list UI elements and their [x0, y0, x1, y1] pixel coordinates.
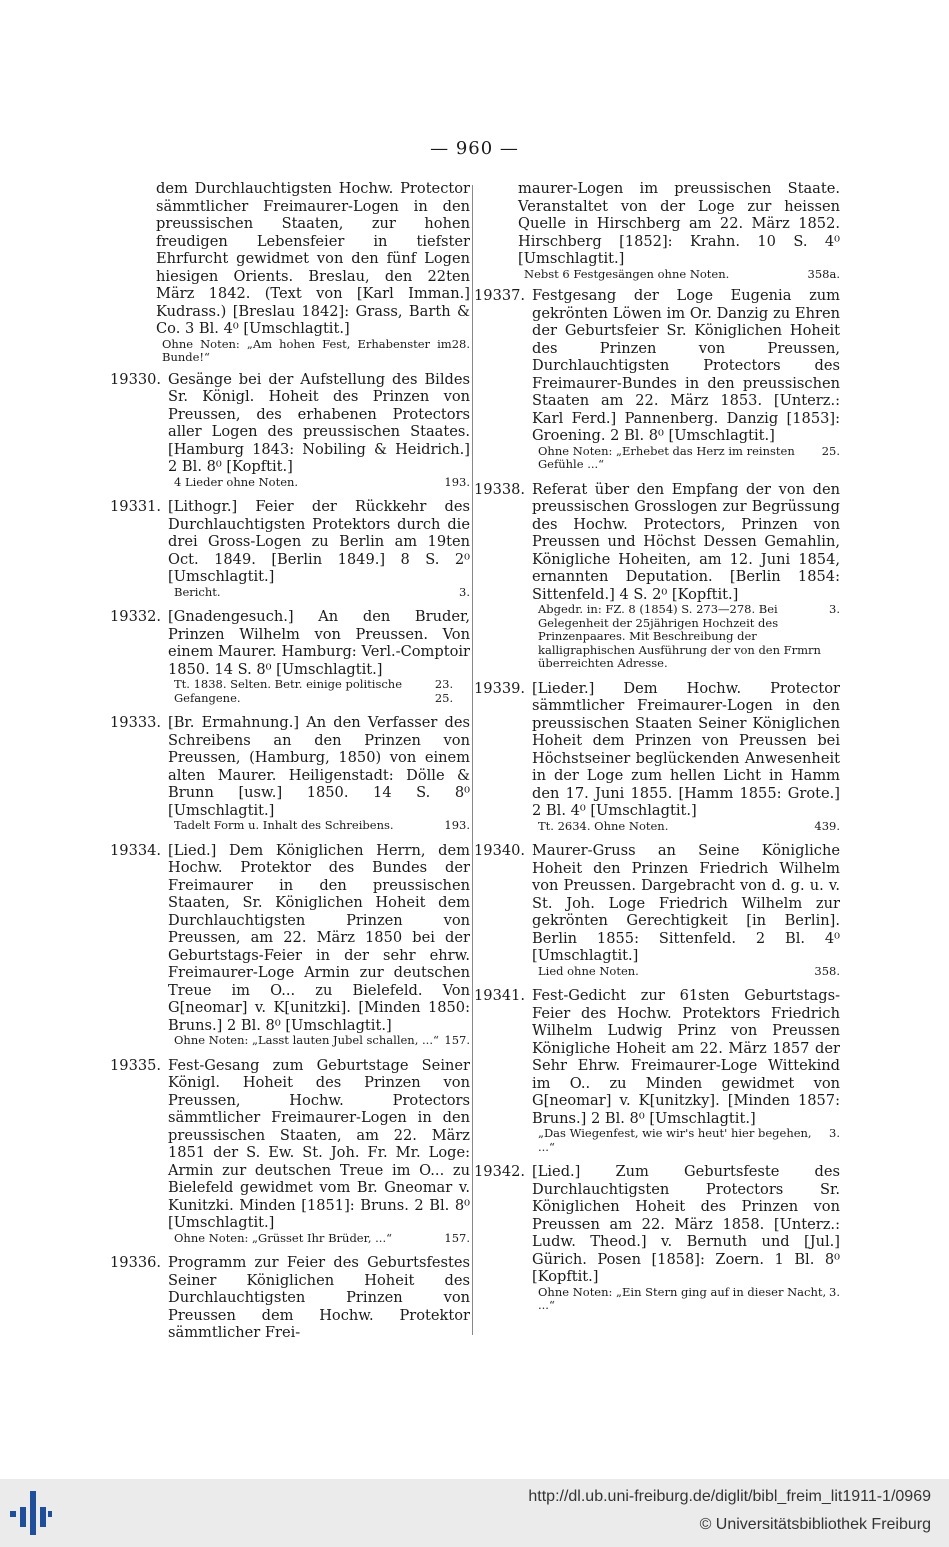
- entry-number: 19330.: [110, 370, 162, 388]
- entry-note: Ohne Noten: „Ein Stern ging auf in dieser Nacht, ...“: [538, 1284, 827, 1312]
- bibliography-entry: [474, 987, 840, 1154]
- bibliography-entry: [474, 842, 840, 978]
- entry-note-row: [168, 1232, 470, 1246]
- bibliography-entry: [474, 287, 840, 472]
- right-entry-list: [474, 287, 840, 1313]
- entry-ref: 3.: [459, 584, 470, 599]
- left-entry-list: [110, 371, 470, 1342]
- entry-body: dem Durchlauchtigsten Hochw. Protector sämmtlicher Freimaurer-Logen in den preussischen Staaten, zur hohen freudigen Lebensfeier in tiefster Ehrfurcht gewidmet von den fünf Logen hiesigen Orients. Breslau, den 22ten März 1842. (Text von [Karl Imman.] Kudrass.) [Breslau 1842]: Grass, Barth & Co. 3 Bl. 4⁰ [Umschlagtit.]: [156, 180, 470, 337]
- bibliography-entry: [110, 1057, 470, 1246]
- entry-ref: 157.: [444, 1033, 470, 1047]
- entry-note-row: [168, 819, 470, 833]
- source-url-link[interactable]: http://dl.ub.uni-freiburg.de/diglit/bibl_freim_lit1911-1/0969: [528, 1488, 931, 1505]
- bibliography-entry: [110, 1254, 470, 1342]
- column-divider: [472, 185, 473, 1335]
- entry-number: 19342.: [474, 1163, 526, 1180]
- entry-note: Nebst 6 Festgesängen ohne Noten.: [524, 266, 730, 281]
- entry-ref: 193.: [444, 818, 470, 832]
- entry-ref: 358.: [814, 963, 840, 978]
- bibliography-entry: [474, 481, 840, 671]
- bibliography-entry: [110, 842, 470, 1048]
- entry-ref: 3.: [829, 602, 840, 616]
- entry-note: Lied ohne Noten.: [538, 963, 639, 978]
- entry-ref: 358a.: [807, 266, 840, 281]
- entry-number: 19336.: [110, 1254, 162, 1271]
- entry-note-row: [156, 338, 470, 365]
- entry-ref: 3.: [829, 1284, 840, 1299]
- continuation-entry: [110, 180, 470, 365]
- entry-note: Ohne Noten: „Grüsset Ihr Brüder, ...“: [174, 1230, 393, 1245]
- continuation-entry: [474, 180, 840, 281]
- entry-number: 19334.: [110, 841, 162, 859]
- entry-number: 19339.: [474, 679, 526, 697]
- bibliography-entry: [110, 498, 470, 599]
- entry-note: Ohne Noten: „Erhebet das Herz im reinsten Gefühle ...“: [538, 443, 795, 471]
- entry-ref: 23. 25.: [434, 677, 454, 705]
- entry-number: 19333.: [110, 714, 162, 731]
- entry-note: Tt. 2634. Ohne Noten.: [538, 818, 669, 833]
- entry-note-row: [532, 965, 840, 979]
- entry-number: 19335.: [110, 1056, 162, 1074]
- entry-note-row: [532, 603, 840, 671]
- entry-body: [Lithogr.] Feier der Rückkehr des Durchlauchtigsten Protektors durch die drei Gross-Logen zu Berlin am 19ten Oct. 1849. [Berlin 1849.] 8 S. 2⁰ [Umschlagtit.]: [168, 498, 470, 585]
- ub-freiburg-logo-icon: [10, 1489, 52, 1537]
- bibliography-entry: [110, 371, 470, 490]
- entry-body: Festgesang der Loge Eugenia zum gekrönten Löwen im Or. Danzig zu Ehren der Geburtsfeier Sr. Königlichen Hoheit des Prinzen von Preussen, Durchlauchtigsten Protectors des Freimaurer-Bundes in den preussischen Staaten am 22. März 1853. [Unterz.: Karl Ferd.] Pannenberg. Danzig [1853]: Groening. 2 Bl. 8⁰ [Umschlagtit.]: [532, 287, 840, 444]
- entry-body: Gesänge bei der Aufstellung des Bildes Sr. Königl. Hoheit des Prinzen von Preussen, des erhabenen Protectors aller Logen des preussischen Staates. [Hamburg 1843: Nobiling & Heidrich.] 2 Bl. 8⁰ [Kopftit.]: [168, 370, 470, 475]
- entry-note-row: [168, 678, 470, 705]
- entry-note: 4 Lieder ohne Noten.: [174, 474, 299, 489]
- entry-note-row: [518, 268, 840, 282]
- entry-number: 19331.: [110, 498, 162, 515]
- entry-body: Fest-Gedicht zur 61sten Geburtstags-Feier des Hochw. Protektors Friedrich Wilhelm Ludwig Prinz von Preussen Königliche Hoheit am 22. März 1857 der Sehr Ehrw. Freimaurer-Loge Wittekind im O.. zu Minden gewidmet von G[neomar] v. K[unitzky]. [Minden 1857: Bruns.] 2 Bl. 8⁰ [Umschlagtit.]: [532, 987, 840, 1127]
- page-number: — 960 —: [430, 138, 519, 159]
- entry-note: Bericht.: [174, 584, 221, 599]
- entry-body: [Lied.] Dem Königlichen Herrn, dem Hochw. Protektor des Bundes der Freimaurer in den preussischen Staaten, Sr. Königlichen Hoheit dem Durchlauchtigsten Prinzen von Preussen, am 22. März 1850 bei der Geburtstags-Feier in der sehr ehrw. Freimaurer-Loge Armin zur deutschen Treue im O... zu Bielefeld. Von G[neomar] v. K[unitzki]. [Minden 1850: Bruns.] 2 Bl. 8⁰ [Umschlagtit.]: [168, 841, 470, 1034]
- entry-note-row: [532, 1127, 840, 1154]
- footer-bar: [0, 1479, 949, 1547]
- entry-note: Abgedr. in: FZ. 8 (1854) S. 273—278. Bei Gelegenheit der 25jährigen Hochzeit des Prinzenpaares. Mit Beschreibung der kalligraphischen Ausführung der von den Frmrn überreichten Adresse.: [538, 602, 821, 670]
- entry-ref: 25.: [821, 443, 840, 458]
- entry-ref: 157.: [444, 1230, 470, 1245]
- entry-body: [Lieder.] Dem Hochw. Protector sämmtlicher Freimaurer-Logen in den preussischen Staaten Seiner Königlichen Hoheit dem Prinzen von Preussen bei Höchstseiner beglückenden Anwesenheit in der Loge zum hellen Licht in Hamm den 17. Juni 1855. [Hamm 1855: Grote.] 2 Bl. 4⁰ [Umschlagtit.]: [532, 679, 840, 819]
- bibliography-entry: [474, 1163, 840, 1313]
- entry-note-row: [532, 820, 840, 834]
- entry-note: Tt. 1838. Selten. Betr. einige politische Gefangene.: [174, 677, 402, 705]
- entry-body: maurer-Logen im preussischen Staate. Veranstaltet von der Loge zur heissen Quelle in Hirschberg am 22. März 1852. Hirschberg [1852]: Krahn. 10 S. 4⁰ [Umschlagtit.]: [518, 180, 840, 267]
- entry-number: 19340.: [474, 842, 526, 859]
- entry-note-row: [532, 445, 840, 472]
- entry-body: [Lied.] Zum Geburtsfeste des Durchlauchtigsten Protectors Sr. Königlichen Hoheit des Prinzen von Preussen am 22. März 1858. [Unterz.: Ludw. Theod.] v. Bernuth und [Jul.] Gürich. Posen [1858]: Zoern. 1 Bl. 8⁰ [Kopftit.]: [532, 1163, 840, 1285]
- copyright-text: © Universitätsbibliothek Freiburg: [699, 1516, 931, 1533]
- entry-note: „Das Wiegenfest, wie wir's heut' hier begehen, ...“: [538, 1126, 812, 1154]
- entry-note-row: [532, 1286, 840, 1313]
- entry-note-row: [168, 476, 470, 490]
- entry-ref: 28.: [451, 336, 470, 351]
- entry-ref: 193.: [444, 474, 470, 489]
- entry-note: Ohne Noten: „Am hohen Fest, Erhabenster im Bunde!“: [162, 336, 452, 364]
- entry-body: Programm zur Feier des Geburtsfestes Seiner Königlichen Hoheit des Durchlauchtigsten Prinzen von Preussen dem Hochw. Protektor sämmtlicher Frei-: [168, 1254, 470, 1341]
- entry-body: Fest-Gesang zum Geburtstage Seiner Königl. Hoheit des Prinzen von Preussen, Hochw. Protectors sämmtlicher Freimaurer-Logen in den preussischen Staaten, am 22. März 1851 der S. Ew. St. Joh. Fr. Mr. Loge: Armin zur deutschen Treue im O... zu Bielefeld gewidmet vom Br. Gneomar v. Kunitzki. Minden [1851]: Bruns. 2 Bl. 8⁰ [Umschlagtit.]: [168, 1056, 470, 1231]
- entry-number: 19341.: [474, 987, 526, 1004]
- bibliography-entry: [110, 714, 470, 833]
- bibliography-entry: [110, 608, 470, 705]
- entry-number: 19337.: [474, 287, 526, 304]
- entry-body: Maurer-Gruss an Seine Königliche Hoheit den Prinzen Friedrich Wilhelm von Preussen. Dargebracht von d. g. u. v. St. Joh. Loge Friedrich Wilhelm zur gekrönten Gerechtigkeit [in Berlin]. Berlin 1855: Sittenfeld. 2 Bl. 4⁰ [Umschlagtit.]: [532, 842, 840, 964]
- entry-body: [Gnadengesuch.] An den Bruder, Prinzen Wilhelm von Preussen. Von einem Maurer. Hamburg: Verl.-Comptoir 1850. 14 S. 8⁰ [Umschlagtit.]: [168, 608, 470, 678]
- entry-number: 19332.: [110, 608, 162, 625]
- entry-number: 19338.: [474, 480, 526, 498]
- bibliography-entry: [474, 680, 840, 834]
- entry-note-row: [168, 1034, 470, 1048]
- entry-body: [Br. Ermahnung.] An den Verfasser des Schreibens an den Prinzen von Preussen, (Hamburg, 1850) von einem alten Maurer. Heiligenstadt: Dölle & Brunn [usw.] 1850. 14 S. 8⁰ [Umschlagtit.]: [168, 714, 470, 819]
- entry-note: Ohne Noten: „Lasst lauten Jubel schallen, ...“: [174, 1033, 439, 1047]
- entry-note: Tadelt Form u. Inhalt des Schreibens.: [174, 818, 394, 832]
- entry-body: Referat über den Empfang der von den preussischen Grosslogen zur Begrüssung des Hochw. Protectors, Prinzen von Preussen und Höchst Dessen Gemahlin, Königliche Hoheiten, am 12. Juni 1854, ernannten Deputation. [Berlin 1854: Sittenfeld.] 4 S. 2⁰ [Kopftit.]: [532, 480, 840, 603]
- left-column: [110, 180, 470, 1351]
- entry-note-row: [168, 586, 470, 600]
- entry-ref: 439.: [814, 818, 840, 833]
- entry-ref: 3.: [829, 1126, 840, 1140]
- right-column: [474, 180, 840, 1322]
